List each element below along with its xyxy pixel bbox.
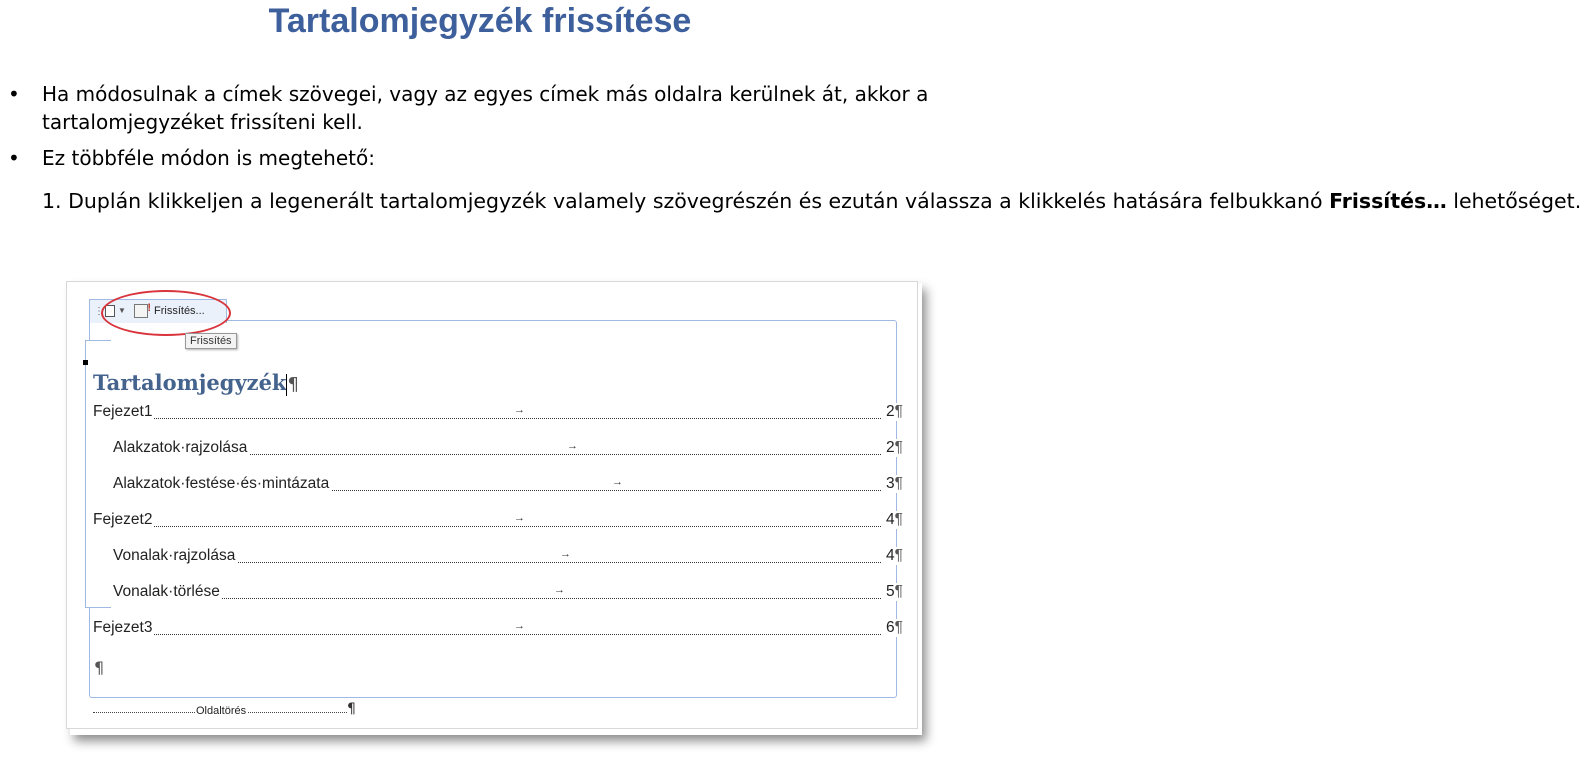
toc-entry-text: Fejezet2 — [93, 511, 153, 528]
toc-entry[interactable] — [113, 547, 903, 569]
toc-page-value: 5 — [886, 583, 895, 600]
tab-arrow-icon: → — [612, 476, 623, 488]
bullet-list — [0, 80, 960, 180]
pilcrow-icon: ¶ — [894, 403, 903, 420]
update-table-button[interactable]: Frissítés... — [154, 305, 205, 317]
grip-icon[interactable]: ⋮ — [94, 306, 104, 317]
tab-arrow-icon: → — [514, 620, 525, 632]
toc-dot-leader — [93, 418, 881, 419]
bullet-item — [0, 144, 960, 172]
toc-heading — [93, 370, 299, 396]
toc-entry[interactable] — [93, 619, 903, 641]
toc-entry[interactable] — [113, 439, 903, 461]
toc-entry-text: Fejezet3 — [93, 619, 153, 636]
pilcrow-icon: ¶ — [894, 583, 903, 600]
anchor-marker — [83, 360, 88, 365]
toc-entry[interactable] — [93, 403, 903, 425]
step-text-end: lehetőséget. — [1446, 189, 1581, 213]
tab-arrow-icon: → — [514, 404, 525, 416]
bullet-text: Ha módosulnak a címek szövegei, vagy az egyes címek más oldalra kerülnek át, akkor a tartalomjegyzéket frissíteni kell. — [42, 82, 929, 134]
bullet-dot-icon: • — [8, 82, 20, 106]
toc-page-number — [886, 619, 903, 637]
pilcrow-icon: ¶ — [894, 619, 903, 636]
toc-heading-text: Tartalomjegyzék — [93, 370, 287, 395]
toc-dot-leader — [93, 634, 881, 635]
page-break — [93, 701, 356, 718]
pilcrow-icon: ¶ — [894, 511, 903, 528]
toc-page-value: 4 — [886, 547, 895, 564]
pilcrow-icon: ¶ — [287, 374, 299, 395]
step-text: Duplán klikkeljen a legenerált tartalomjegyzék valamely szövegrészén és ezután válassza a klikkelés hatására felbukkanó — [61, 189, 1330, 213]
pilcrow-icon: ¶ — [894, 475, 903, 492]
tab-arrow-icon: → — [514, 512, 525, 524]
toc-dot-leader — [93, 526, 881, 527]
toc-entry-text: Vonalak·rajzolása — [113, 547, 236, 564]
step-bold-action: Frissítés… — [1329, 189, 1447, 213]
toc-entry[interactable] — [113, 583, 903, 605]
toc-entry[interactable] — [93, 511, 903, 533]
tab-arrow-icon: → — [560, 548, 571, 560]
toc-entry[interactable] — [113, 475, 903, 497]
tab-arrow-icon: → — [567, 440, 578, 452]
highlight-circle — [101, 290, 231, 336]
toc-page-value: 3 — [886, 475, 895, 492]
toc-entry-text: Alakzatok·rajzolása — [113, 439, 248, 456]
toc-page-number — [886, 511, 903, 529]
bullet-text: Ez többféle módon is megtehető: — [42, 146, 375, 170]
step-number: 1. — [42, 189, 62, 213]
toc-page-value: 6 — [886, 619, 895, 636]
slide-title: Tartalomjegyzék frissítése — [268, 2, 692, 40]
dropdown-arrow-icon[interactable]: ▼ — [118, 306, 126, 315]
tab-arrow-icon: → — [554, 584, 565, 596]
toc-page-value: 2 — [886, 403, 895, 420]
word-document-screenshot — [66, 281, 918, 729]
page-break-label: Oldaltörés — [196, 705, 247, 717]
toc-dot-leader — [113, 598, 881, 599]
toc-entry-text: Alakzatok·festése·és·mintázata — [113, 475, 330, 492]
toc-page-value: 4 — [886, 511, 895, 528]
pilcrow-icon: ¶ — [347, 701, 356, 717]
toc-page-number — [886, 439, 903, 457]
pilcrow-icon: ¶ — [94, 658, 105, 677]
pilcrow-icon: ¶ — [894, 439, 903, 456]
toc-entry-text: Vonalak·törlése — [113, 583, 220, 600]
toc-page-number — [886, 547, 903, 565]
toc-page-value: 2 — [886, 439, 895, 456]
bullet-item — [0, 80, 960, 136]
step-instruction — [42, 186, 1581, 216]
pilcrow-icon: ¶ — [894, 547, 903, 564]
bullet-dot-icon: • — [8, 146, 20, 170]
toc-page-number — [886, 475, 903, 493]
toc-entry-text: Fejezet1 — [93, 403, 153, 420]
toc-page-number — [886, 403, 903, 421]
toc-page-number — [886, 583, 903, 601]
update-tooltip: Frissítés — [185, 333, 237, 349]
exclamation-icon: ! — [147, 302, 151, 314]
